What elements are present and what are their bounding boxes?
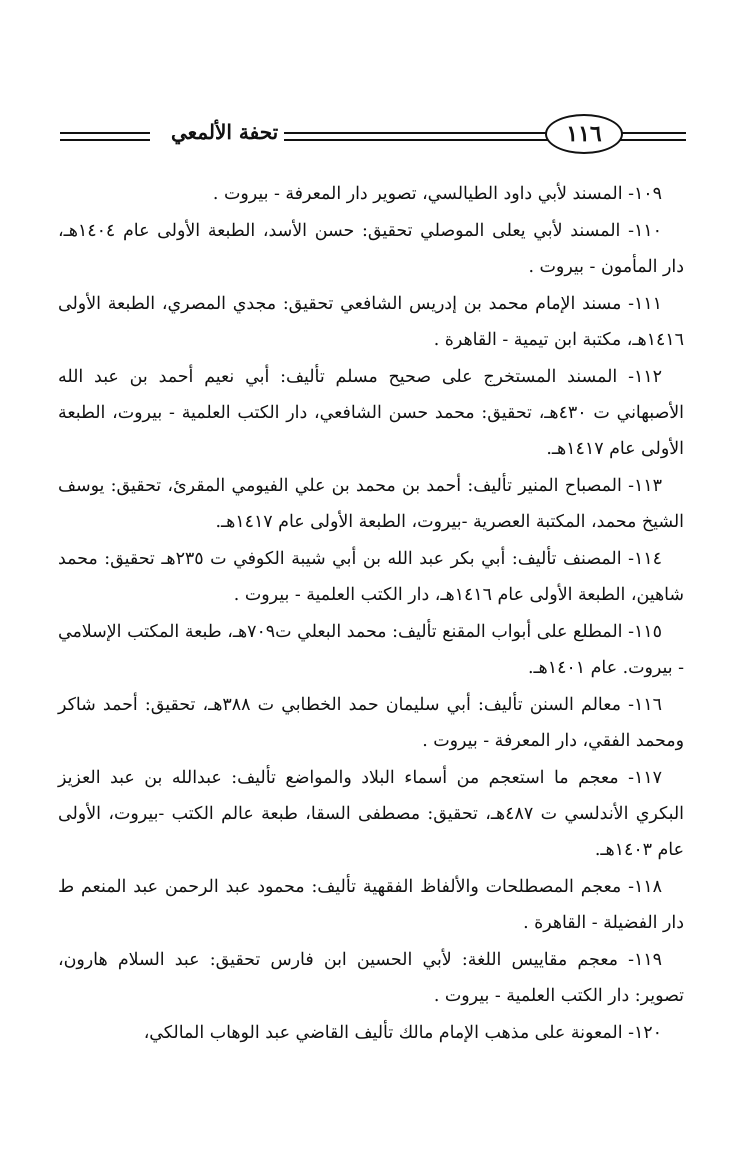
page-header bbox=[60, 108, 686, 156]
bibliography-entry: ١١٥- المطلع على أبواب المقنع تأليف: محمد البعلي ت٧٠٩هـ، طبعة المكتب الإسلامي - بيروت. عام ١٤٠١هـ. bbox=[58, 622, 684, 678]
bibliography-entry: ١١٢- المسند المستخرج على صحيح مسلم تأليف: أبي نعيم أحمد بن عبد الله الأصبهاني ت ٤٣٠هـ، تحقيق: محمد حسن الشافعي، دار الكتب العلمية - بيروت، الطبعة الأولى عام ١٤١٧هـ. bbox=[58, 367, 684, 459]
bibliography-entry: ١١٤- المصنف تأليف: أبي بكر عبد الله بن أبي شيبة الكوفي ت ٢٣٥هـ تحقيق: محمد شاهين، الطبعة الأولى عام ١٤١٦هـ، دار الكتب العلمية - بيروت . bbox=[58, 549, 684, 605]
bibliography-entry: ١٠٩- المسند لأبي داود الطيالسي، تصوير دار المعرفة - بيروت . bbox=[212, 184, 662, 204]
bibliography-entry: ١١٧- معجم ما استعجم من أسماء البلاد والمواضع تأليف: عبدالله بن عبد العزيز البكري الأندلسي ت ٤٨٧هـ، تحقيق: مصطفى السقا، طبعة عالم الكتب -بيروت، الأولى عام ١٤٠٣هـ. bbox=[58, 768, 684, 860]
bibliography-entry: ١١٦- معالم السنن تأليف: أبي سليمان حمد الخطابي ت ٣٨٨هـ، تحقيق: أحمد شاكر ومحمد الفقي، دار المعرفة - بيروت . bbox=[58, 695, 684, 751]
bibliography-entry: ١١٨- معجم المصطلحات والألفاظ الفقهية تأليف: محمود عبد الرحمن عبد المنعم ط دار الفضيلة - القاهرة . bbox=[58, 877, 684, 933]
bibliography-entry: ١١٩- معجم مقاييس اللغة: لأبي الحسين ابن فارس تحقيق: عبد السلام هارون، تصوير: دار الكتب العلمية - بيروت . bbox=[58, 950, 684, 1006]
bibliography-entry: ١١١- مسند الإمام محمد بن إدريس الشافعي تحقيق: مجدي المصري، الطبعة الأولى ١٤١٦هـ، مكتبة ابن تيمية - القاهرة . bbox=[58, 294, 684, 350]
running-title: تحفة الألمعي bbox=[165, 120, 284, 144]
header-rule bbox=[60, 139, 150, 141]
bibliography-entry: ١١٠- المسند لأبي يعلى الموصلي تحقيق: حسن الأسد، الطبعة الأولى عام ١٤٠٤هـ، دار المأمون - بيروت . bbox=[58, 221, 684, 277]
bibliography-entry: ١٢٠- المعونة على مذهب الإمام مالك تأليف القاضي عبد الوهاب المالكي، bbox=[143, 1023, 662, 1043]
header-rule bbox=[60, 132, 150, 134]
bibliography-list bbox=[58, 176, 684, 1052]
page-number: ١١٦ bbox=[545, 114, 623, 154]
header-rule bbox=[230, 139, 600, 141]
bibliography-entry: ١١٣- المصباح المنير تأليف: أحمد بن محمد بن علي الفيومي المقرئ، تحقيق: يوسف الشيخ محمد، المكتبة العصرية -بيروت، الطبعة الأولى عام ١٤١٧هـ. bbox=[58, 476, 684, 532]
